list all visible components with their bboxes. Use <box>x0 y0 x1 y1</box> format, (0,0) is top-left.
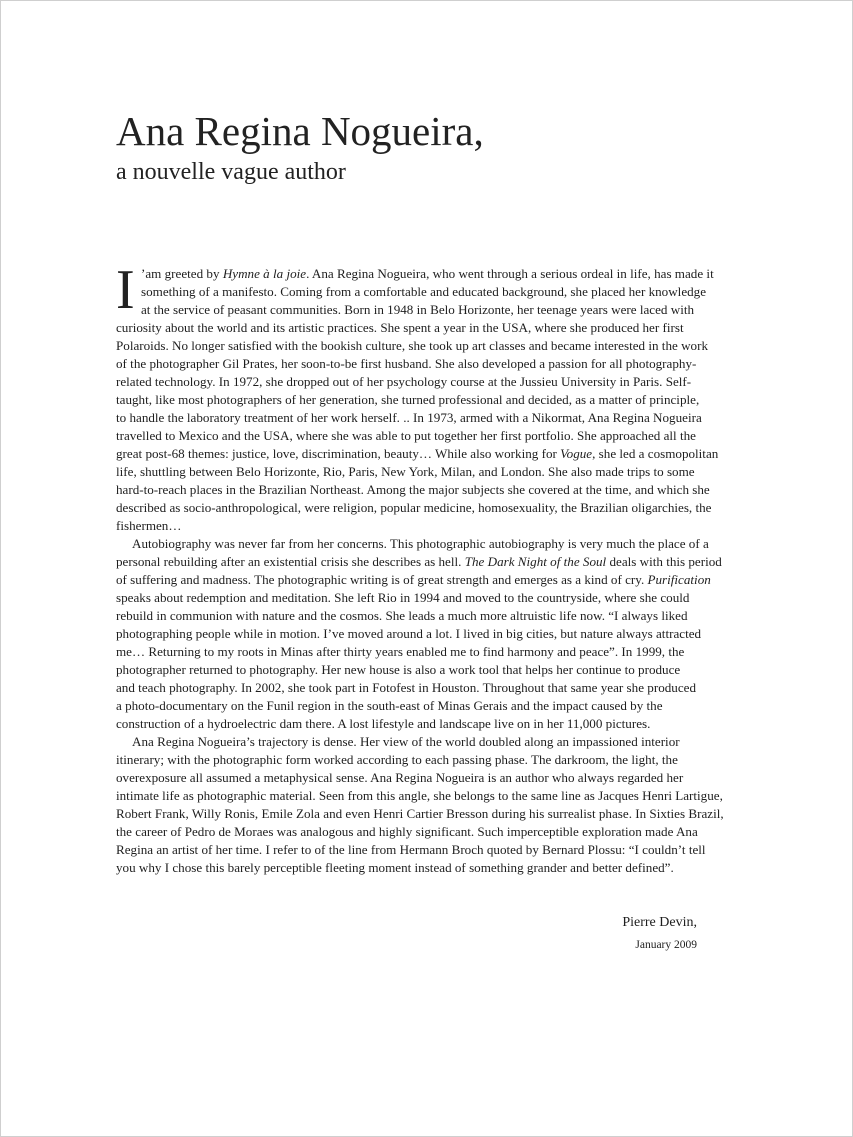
article-subtitle: a nouvelle vague author <box>116 159 346 185</box>
text-line <box>116 805 741 823</box>
text-run: and teach photography. In 2002, she took part in Fotofest in Houston. Throughout that same year she produced <box>116 680 697 695</box>
text-run: speaks about redemption and meditation. She left Rio in 1994 and moved to the countryside, where she could <box>116 590 690 605</box>
text-run: ’am greeted by <box>141 266 223 281</box>
signature-date: January 2009 <box>635 939 697 951</box>
text-line <box>116 697 741 715</box>
text-run: Autobiography was never far from her concerns. This photographic autobiography is very much the place of a <box>132 536 709 551</box>
text-line <box>116 265 741 283</box>
text-run: curiosity about the world and its artistic practices. She spent a year in the USA, where she produced her first <box>116 320 684 335</box>
text-run: overexposure all assumed a metaphysical sense. Ana Regina Nogueira is an author who always regarded her <box>116 770 684 785</box>
text-line <box>116 535 741 553</box>
text-run: construction of a hydroelectric dam there. A lost lifestyle and landscape live on in her 11,000 pictures. <box>116 716 651 731</box>
text-line <box>116 823 741 841</box>
text-run: of suffering and madness. The photographic writing is of great strength and emerges as a kind of cry. <box>116 572 648 587</box>
text-run: to handle the laboratory treatment of her work herself. .. In 1973, armed with a Nikormat, Ana Regina Nogueira <box>116 410 702 425</box>
text-line <box>116 355 741 373</box>
text-line <box>116 769 741 787</box>
text-line <box>116 715 741 733</box>
text-line <box>116 319 741 337</box>
text-run: related technology. In 1972, she dropped out of her psychology course at the Jussieu University in Paris. Self- <box>116 374 692 389</box>
text-line <box>116 589 741 607</box>
text-line <box>116 517 741 535</box>
text-run: at the service of peasant communities. Born in 1948 in Belo Horizonte, her teenage years were laced with <box>141 302 695 317</box>
text-run: described as socio-anthropological, were religion, popular medicine, homosexuality, the Brazilian oligarchies, the <box>116 500 712 515</box>
text-line <box>116 625 741 643</box>
text-run: deals with this period <box>606 554 722 569</box>
text-run: rebuild in communion with nature and the cosmos. She leads a much more altruistic life now. “I always liked <box>116 608 688 623</box>
text-run: of the photographer Gil Prates, her soon-to-be first husband. She also developed a passion for all photography- <box>116 356 697 371</box>
text-line <box>116 283 741 301</box>
text-line <box>116 733 741 751</box>
text-run: travelled to Mexico and the USA, where she was able to put together her first portfolio. She approached all the <box>116 428 696 443</box>
article-title: Ana Regina Nogueira, <box>116 108 484 154</box>
text-run: fishermen… <box>116 518 182 533</box>
text-line <box>116 445 741 463</box>
text-line <box>116 391 741 409</box>
text-run: me… Returning to my roots in Minas after thirty years enabled me to find harmony and peace”. In 1999, the <box>116 644 685 659</box>
text-line <box>116 607 741 625</box>
text-run: you why I chose this barely perceptible fleeting moment instead of something grander and better defined”. <box>116 860 674 875</box>
text-run: life, shuttling between Belo Horizonte, Rio, Paris, New York, Milan, and London. She also made trips to some <box>116 464 695 479</box>
italic-title: Purification <box>647 572 711 587</box>
text-line <box>116 751 741 769</box>
text-line <box>116 409 741 427</box>
text-run: itinerary; with the photographic form worked according to each passing phase. The darkroom, the light, the <box>116 752 678 767</box>
text-run: Polaroids. No longer satisfied with the bookish culture, she took up art classes and became interested in the work <box>116 338 708 353</box>
text-line <box>116 553 741 571</box>
text-run: great post-68 themes: justice, love, discrimination, beauty… While also working for <box>116 446 561 461</box>
text-run: taught, like most photographers of her generation, she turned professional and decided, as a matter of principle, <box>116 392 700 407</box>
italic-title: Hymne à la joie <box>222 266 307 281</box>
text-line <box>116 463 741 481</box>
text-run: a photo-documentary on the Funil region in the south-east of Minas Gerais and the impact caused by the <box>116 698 663 713</box>
text-line <box>116 679 741 697</box>
italic-title: Vogue <box>560 446 593 461</box>
text-run: the career of Pedro de Moraes was analogous and highly significant. Such imperceptible exploration made Ana <box>116 824 698 839</box>
drop-cap: I <box>116 259 135 321</box>
text-line <box>116 787 741 805</box>
text-line <box>116 337 741 355</box>
text-run: Ana Regina Nogueira’s trajectory is dense. Her view of the world doubled along an impassioned interior <box>132 734 680 749</box>
text-run: Regina an artist of her time. I refer to of the line from Hermann Broch quoted by Bernard Plossu: “I couldn’t tell <box>116 842 706 857</box>
text-line <box>116 373 741 391</box>
text-run: , she led a cosmopolitan <box>592 446 719 461</box>
text-run: Robert Frank, Willy Ronis, Emile Zola and even Henri Cartier Bresson during his surrealist phase. In Sixties Brazil, <box>116 806 724 821</box>
text-line <box>116 301 741 319</box>
signature-block <box>622 914 697 953</box>
text-line <box>116 661 741 679</box>
text-line <box>116 481 741 499</box>
text-line <box>116 571 741 589</box>
text-run: . Ana Regina Nogueira, who went through a serious ordeal in life, has made it <box>306 266 714 281</box>
text-run: photographer returned to photography. Her new house is also a work tool that helps her continue to produce <box>116 662 681 677</box>
text-line <box>116 427 741 445</box>
article-body <box>116 259 741 877</box>
text-run: hard-to-reach places in the Brazilian Northeast. Among the major subjects she covered at the time, and which she <box>116 482 710 497</box>
text-line <box>116 643 741 661</box>
text-run: intimate life as photographic material. Seen from this angle, she belongs to the same line as Jacques Henri Lartigue, <box>116 788 723 803</box>
text-line <box>116 841 741 859</box>
text-run: personal rebuilding after an existential crisis she describes as hell. <box>116 554 465 569</box>
text-line <box>116 499 741 517</box>
italic-title: The Dark Night of the Soul <box>464 554 607 569</box>
author-signature: Pierre Devin, <box>622 915 697 930</box>
text-run: photographing people while in motion. I’ve moved around a lot. I lived in big cities, but nature always attracted <box>116 626 702 641</box>
text-line <box>116 859 741 877</box>
text-run: something of a manifesto. Coming from a comfortable and educated background, she placed her knowledge <box>141 284 707 299</box>
